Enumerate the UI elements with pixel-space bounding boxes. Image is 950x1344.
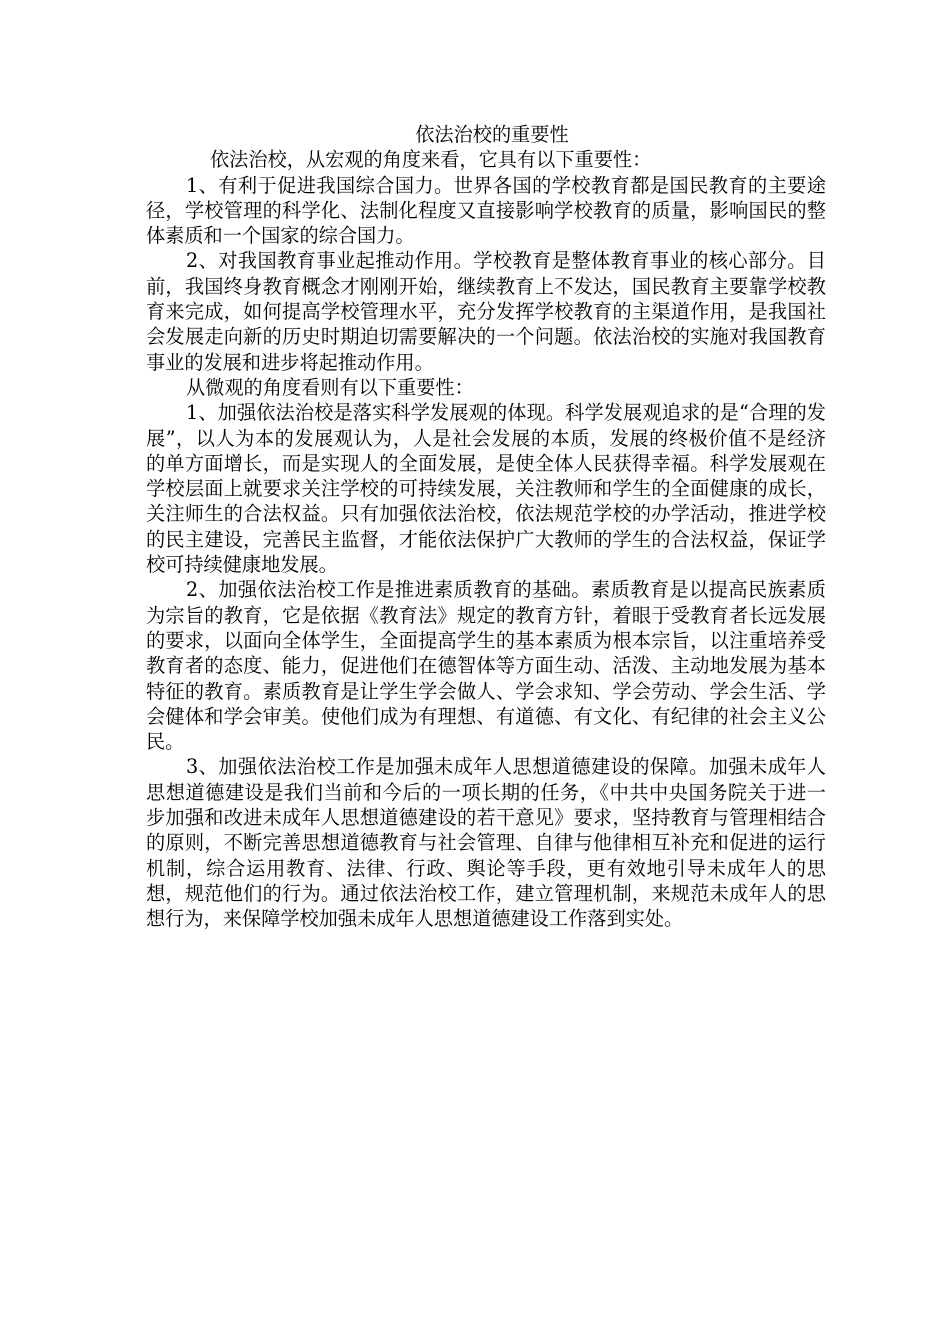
intro-paragraph: 依法治校，从宏观的角度来看，它具有以下重要性： xyxy=(210,148,652,172)
macro-point-1: 1、有利于促进我国综合国力。世界各国的学校教育都是国民教育的主要途径，学校管理的科学化、法制化程度又直接影响学校教育的质量，影响国民的整体素质和一个国家的综合国力。 xyxy=(146,173,826,248)
micro-point-3: 3、加强依法治校工作是加强未成年人思想道德建设的保障。加强未成年人思想道德建设是我们当前和今后的一项长期的任务，《中共中央国务院关于进一步加强和改进未成年人思想道德建设的若干意见》要求，坚持教育与管理相结合的原则，不断完善思想道德教育与社会管理、自律与他律相互补充和促进的运行机制，综合运用教育、法律、行政、舆论等手段，更有效地引导未成年人的思想，规范他们的行为。通过依法治校工作，建立管理机制，来规范未成年人的思想行为，来保障学校加强未成年人思想道德建设工作落到实处。 xyxy=(146,755,826,931)
micro-point-2: 2、加强依法治校工作是推进素质教育的基础。素质教育是以提高民族素质为宗旨的教育，它是依据《教育法》规定的教育方针，着眼于受教育者长远发展的要求，以面向全体学生，全面提高学生的基本素质为根本宗旨，以注重培养受教育者的态度、能力，促进他们在德智体等方面生动、活泼、主动地发展为基本特征的教育。素质教育是让学生学会做人、学会求知、学会劳动、学会生活、学会健体和学会审美。使他们成为有理想、有道德、有文化、有纪律的社会主义公民。 xyxy=(146,578,826,754)
macro-point-2: 2、对我国教育事业起推动作用。学校教育是整体教育事业的核心部分。目前，我国终身教育概念才刚刚开始，继续教育上不发达，国民教育主要靠学校教育来完成，如何提高学校管理水平，充分发挥学校教育的主渠道作用，是我国社会发展走向新的历史时期迫切需要解决的一个问题。依法治校的实施对我国教育事业的发展和进步将起推动作用。 xyxy=(146,249,826,374)
page-title: 依法治校的重要性 xyxy=(415,123,569,146)
micro-intro-paragraph: 从微观的角度看则有以下重要性： xyxy=(186,375,474,399)
document-page xyxy=(146,122,826,932)
micro-point-1: 1、加强依法治校是落实科学发展观的体现。科学发展观追求的是“合理的发展”，以人为本的发展观认为，人是社会发展的本质，发展的终极价值不是经济的单方面增长，而是实现人的全面发展，是使全体人民获得幸福。科学发展观在学校层面上就要求关注学校的可持续发展，关注教师和学生的全面健康的成长，关注师生的合法权益。只有加强依法治校，依法规范学校的办学活动，推进学校的民主建设，完善民主监督，才能依法保护广大教师的学生的合法权益，保证学校可持续健康地发展。 xyxy=(146,401,826,577)
